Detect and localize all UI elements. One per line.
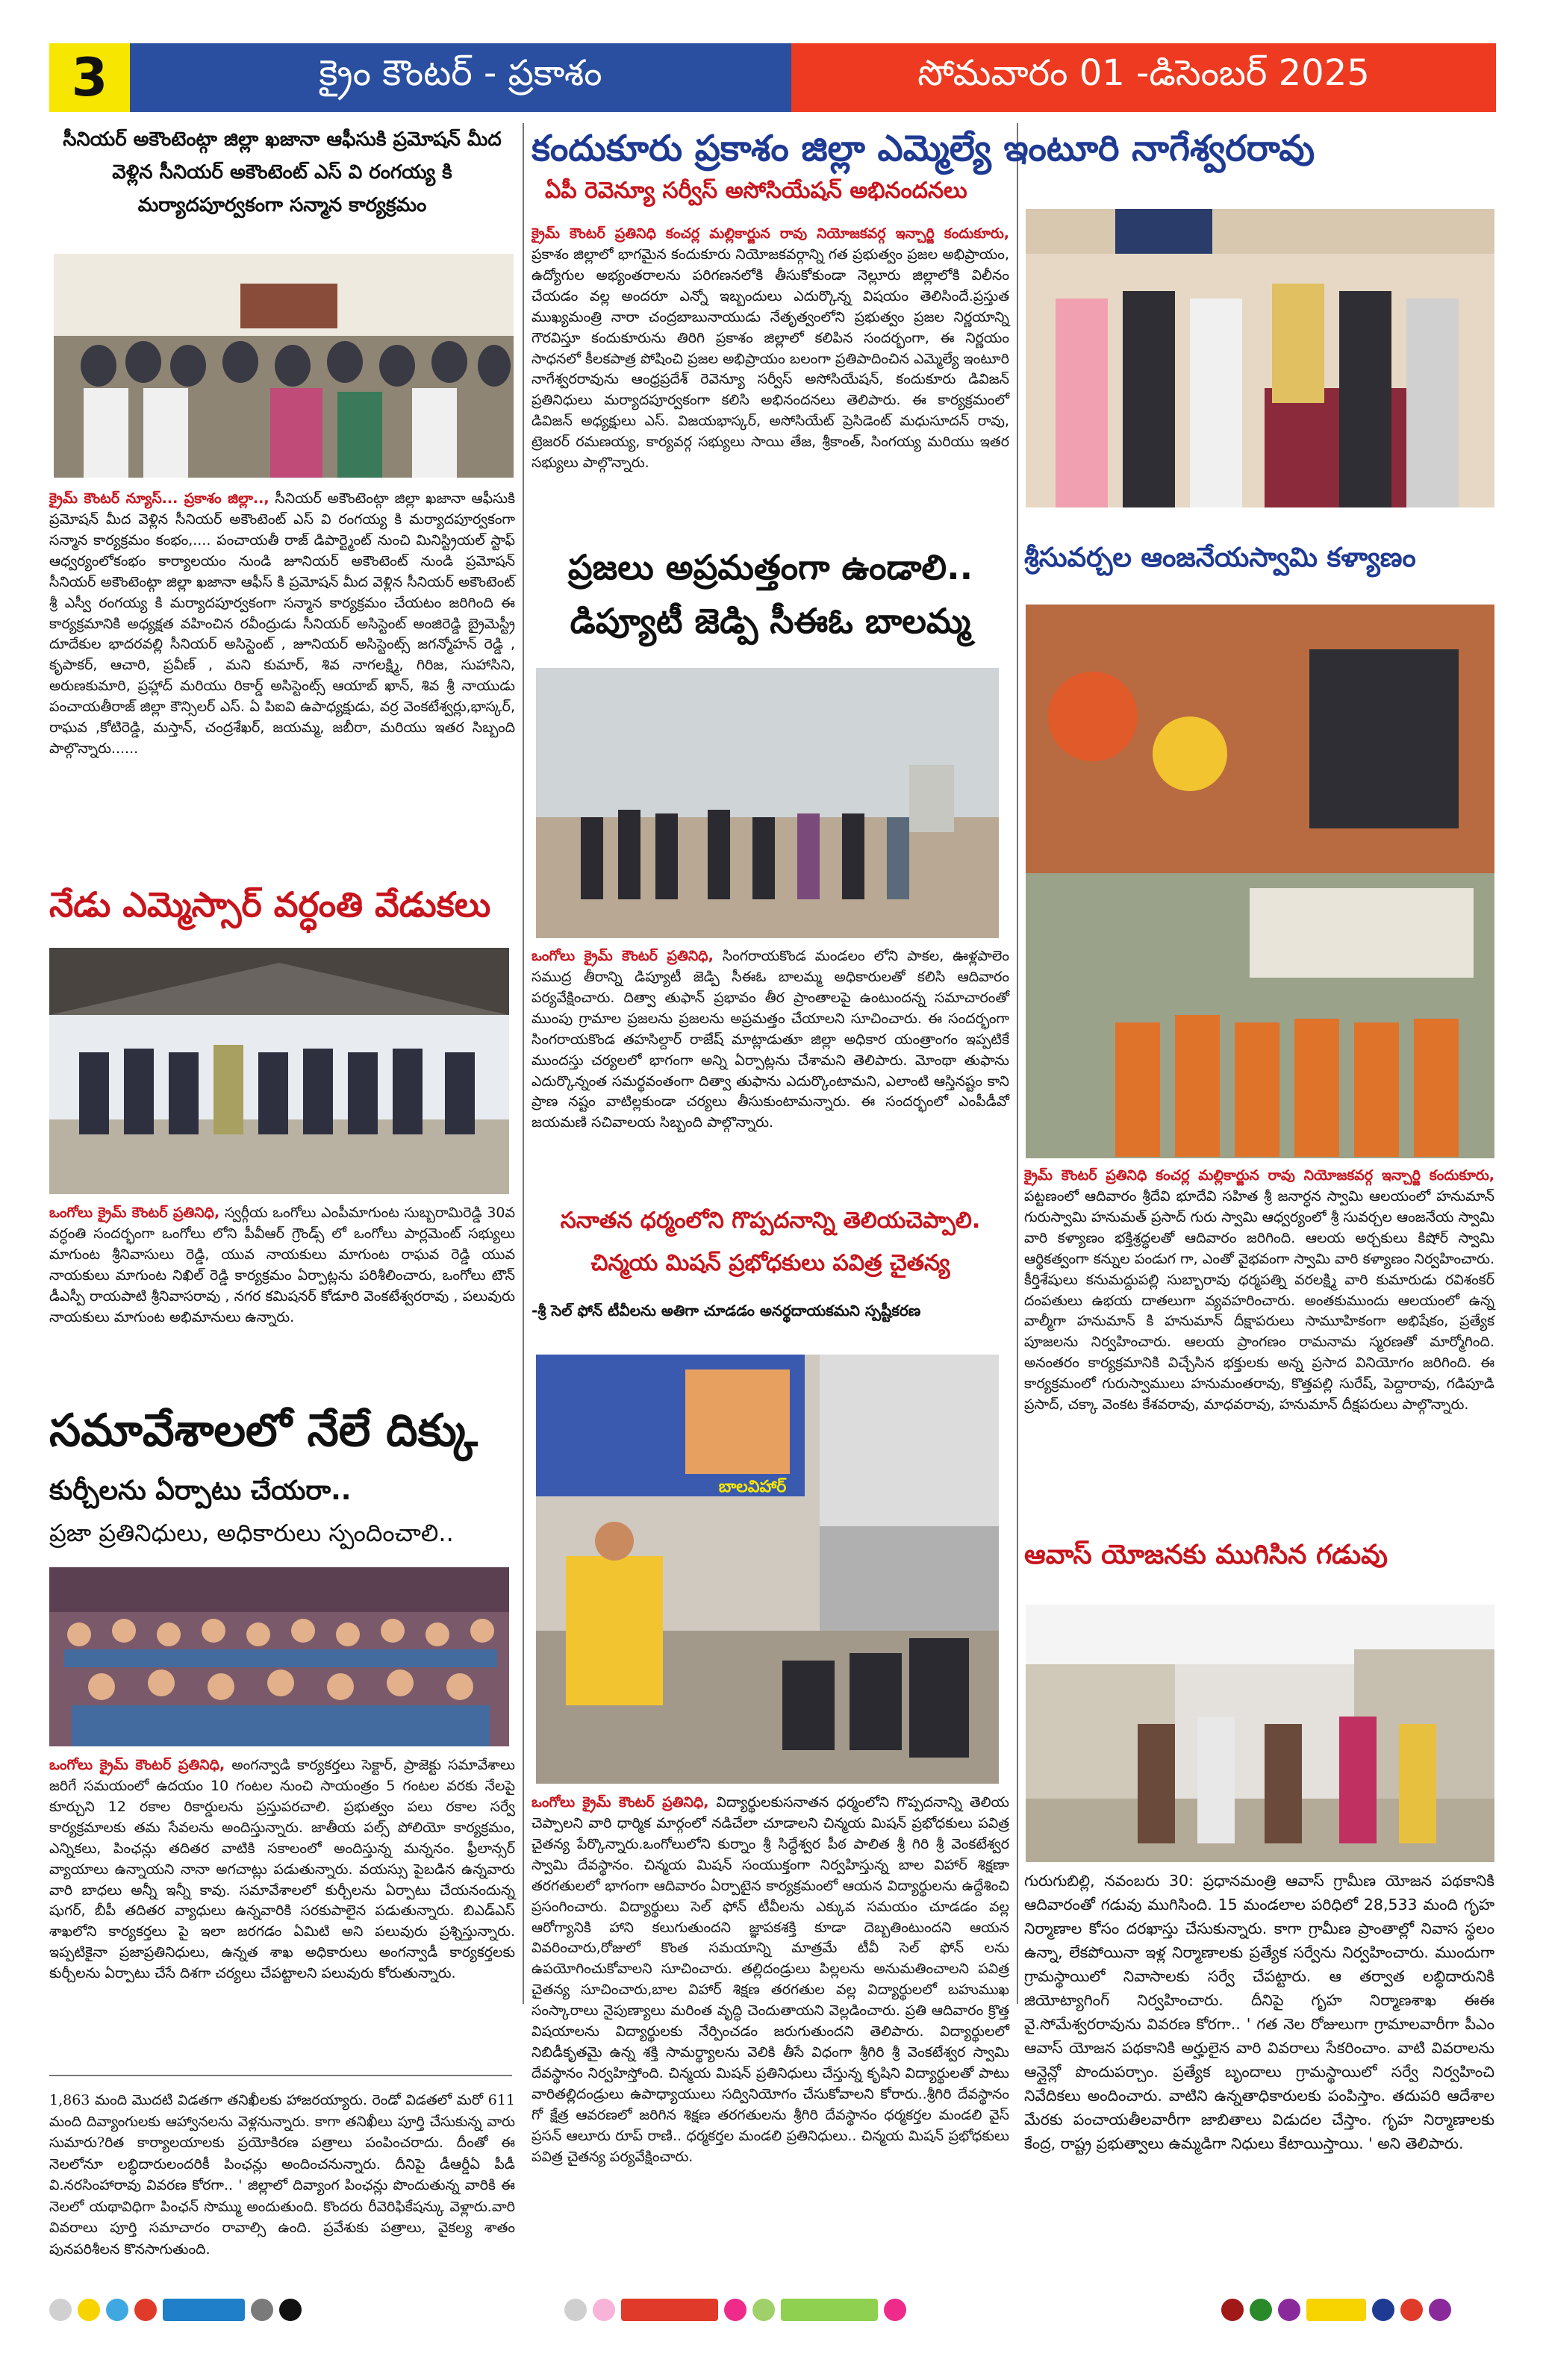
color-bar bbox=[1306, 2299, 1366, 2321]
story-meetings-headline: సమావేశాలలో నేలే దిక్కు bbox=[49, 1405, 478, 1457]
color-dot bbox=[1278, 2299, 1300, 2321]
section-divider bbox=[49, 2075, 512, 2076]
color-dot bbox=[1400, 2299, 1423, 2321]
color-dot bbox=[884, 2299, 906, 2321]
story-body: స్వర్గీయ ఒంగోలు ఎంపీమాగుంట సుబ్బరామిరెడ్డి 30వ వర్ధంతి సందర్భంగా ఒంగోలు లోని పీవీఆర్ గ్రౌండ్స్ లో ఒంగోలు పార్లమెంట్ సభ్యులు మాగుంట శ్రీనివాసులు రెడ్డి, యువ నాయకులు మాగుంట రాఘవ రెడ్డి యువ నాయకులు మాగుంట నిఖిల్ రెడ్డి కార్యక్రమం ఏర్పాట్లను పరిశీలించారు, ఒంగోలు టౌన్ డీఎస్పీ రాయపాటి శ్రీనివాసరావు , నగర కమిషనర్ కోడూరి వెంకటేశ్వరరావు , పలువురు నాయకులు మాగుంట అభిమానులు ఉన్నారు. bbox=[49, 1205, 516, 1325]
story-caption: క్రైమ్ కౌంటర్ న్యూస్... ప్రకాశం జిల్లా.., bbox=[49, 490, 269, 507]
story-caption: ఒంగోలు క్రైమ్ కౌంటర్ ప్రతినిధి, bbox=[49, 1757, 225, 1773]
color-dot bbox=[1250, 2299, 1272, 2321]
story-body: ప్రకాశం జిల్లాలో భాగమైన కందుకూరు నియోజకవర్గాన్ని గత ప్రభుత్వం ప్రజల అభిప్రాయం, ఉద్యోగుల అభ్యంతరాలను పరిగణనలోకి తీసుకోకుండా నెల్లూరు జిల్లాలోకి విలీనం చేయడం వల్ల అందరూ ఎన్నో ఇబ్బందులు ఎదుర్కొన్న విషయం తెలిసిందే.ప్రస్తుత ముఖ్యమంత్రి నారా చంద్రబాబునాయుడు నేతృత్వంలోని ప్రభుత్వం ప్రజల నిర్ణయాన్ని గౌరవిస్తూ కందుకూరును తిరిగి ప్రకాశం జిల్లాలో కలిపిన సందర్భంగా, ఈ నిర్ణయం సాధనలో కీలకపాత్ర పోషించి ప్రజల అభిప్రాయం బలంగా ప్రతిపాదించిన ఎమ్మెల్యే ఇంటూరి నాగేశ్వరరావును ఆంధ్రప్రదేశ్ రెవెన్యూ సర్వీస్ అసోసియేషన్, కందుకూరు డివిజన్ ప్రతినిధులు మర్యాదపూర్వకంగా కలిసి అభినందనలు తెలిపారు. ఈ కార్యక్రమంలో డివిజన్ అధ్యక్షులు ఎస్. విజయభాస్కర్, అసోసియేట్ ప్రెసిడెంట్ మధుసూదన్ రావు, ట్రెజరర్ రమణయ్య, కార్యవర్గ సభ్యులు సాయి తేజ, శ్రీకాంత్, సింగయ్య మరియు ఇతర సభ్యులు పాల్గొన్నారు. bbox=[532, 246, 1009, 472]
color-dot bbox=[564, 2299, 587, 2321]
masthead-date: సోమవారం 01 -డిసెంబర్ 2025 bbox=[791, 43, 1496, 112]
story-meetings-subhead: ప్రజా ప్రతినిధులు, అధికారులు స్పందించాలి.. bbox=[49, 1519, 454, 1547]
footer-color-strip-left bbox=[49, 2299, 302, 2321]
photo-anganwadi-meeting bbox=[49, 1567, 509, 1746]
color-bar bbox=[163, 2299, 245, 2321]
color-dot bbox=[752, 2299, 775, 2321]
banner-text: బాలవిహార్ bbox=[718, 1478, 787, 1496]
color-bar bbox=[781, 2299, 878, 2321]
story-meetings-text bbox=[49, 1755, 515, 1984]
story-chinmaya-subhead: -శ్రీ సెల్ ఫోన్ టీవీలను అతిగా చూడడం అనర్థదాయకమని స్పష్టీకరణ bbox=[532, 1302, 921, 1319]
story-headline: సీనియర్ అకౌంటెంట్గా జిల్లా ఖజానా ఆఫీసుకి ప్రమోషన్ మీద వెళ్లిన సీనియర్ అకౌంటెంట్ ఎస్ వి రంగయ్య కి మర్యాదపూర్వకంగా సన్మాన కార్యక్రమం bbox=[63, 128, 502, 217]
story-awas-text: గురుగుబిల్లి, నవంబరు 30: ప్రధానమంత్రి ఆవాస్ గ్రామీణ యోజన పథకానికి ఆదివారంతో గడువు ముగిసింది. 15 మండలాల పరిధిలో 28,533 మంది గృహ నిర్మాణాల కోసం దరఖాస్తు చేసుకున్నారు. కాగా గ్రామీణ ప్రాంతాల్లో నివాస స్థలం ఉన్నా, లేకపోయినా ఇళ్ల నిర్మాణాలకు ప్రత్యేక సర్వేను నిర్వహించారు. ముందుగా గ్రామస్థాయిలో నివాసాలకు సర్వే చేపట్టారు. ఆ తర్వాత లబ్ధిదారునికి జియోట్యాగింగ్ నిర్వహించారు. దీనిపై గృహ నిర్మాణశాఖ ఈఈ వై.సోమేశ్వరరావును వివరణ కోరగా.. ' గత నెల రోజులుగా గ్రామాలవారీగా పీఎం ఆవాస్ యోజన పథకానికి అర్హులైన వారి వివరాలు సేకరించాం. వాటి వివరాలను ఆన్లైన్లో పొందుపర్చాం. ప్రత్యేక బృందాలు గ్రామస్థాయిలో సర్వే నిర్వహించి నివేదికలు అందించారు. వాటిని ఉన్నతాధికారులకు పంపిస్తాం. తదుపరి ఆదేశాల మేరకు పంచాయతీలవారీగా జాబితాలు విడుదల చేస్తాం. గృహ నిర్మాణాలకు కేంద్ర, రాష్ట్ర ప్రభుత్వాలు ఉమ్మడిగా నిధులు కేటాయిస్తాయి. ' అని తెలిపారు. bbox=[1024, 1872, 1494, 2152]
column-divider bbox=[523, 123, 524, 2004]
story-cyclone-text bbox=[532, 946, 1009, 1134]
story-pension-note: 1,863 మంది మొదటి విడతగా తనిఖీలకు హాజరయ్యారు. రెండో విడతలో మరో 611 మంది దివ్యాంగులకు ఆహ్వానలను వెళ్లనున్నారు. కాగా తనిఖీలు పూర్తి చేసుకున్న వారు సుమారు?రిత కార్యాలయాలకు ప్రయోకిరణ పత్రాలు పంపించరాదు. దీంతో ఈ నెలలోనూ లబ్ధిదారులందరికీ పింఛన్లు అందించనున్నారు. దీనిపై డీఆర్డీఏ పీడీ వి.నరసింహారావు వివరణ కోరగా.. ' జిల్లాలో దివ్యాంగ పింఛన్లు పొందుతున్న వారికి ఈ నెలలో యథావిధిగా పింఛన్ సొమ్ము అందుతుంది. కొందరు రీవెరిఫికేషన్కు వెళ్లారు.వారి వివరాలు పూర్తి సమాచారం రావాల్సి ఉంది. ప్రవేశుకు పత్రాలు, వైకల్య శాతం పునపరిశీలన కొనసాగుతుంది. bbox=[49, 2092, 515, 2258]
story-mla-text bbox=[532, 224, 1009, 474]
story-cyclone-headline: ప్రజలు అప్రమత్తంగా ఉండాలి.. bbox=[567, 547, 973, 587]
footer-color-strip-middle bbox=[564, 2299, 906, 2321]
footer-color-strip-right bbox=[1221, 2299, 1451, 2321]
photo-retire-felicitation bbox=[54, 254, 514, 478]
story-ntr-text bbox=[49, 1203, 515, 1328]
story-caption: క్రైమ్ కౌంటర్ ప్రతినిధి కంచర్ల మల్లికార్జున రావు నియోజకవర్గ ఇన్చార్జి కందుకూరు, bbox=[1024, 1167, 1494, 1184]
page-number: 3 bbox=[49, 43, 130, 112]
story-kalyanam-headline: శ్రీసువర్చల ఆంజనేయస్వామి కళ్యాణం bbox=[1024, 543, 1416, 573]
color-dot bbox=[279, 2299, 302, 2321]
color-dot bbox=[1429, 2299, 1451, 2321]
color-dot bbox=[78, 2299, 100, 2321]
masthead-title: క్రైం కౌంటర్ - ప్రకాశం bbox=[130, 43, 791, 112]
story-cyclone-headline: డిప్యూటీ జెడ్పి సీఈఓ బాలమ్మ bbox=[570, 601, 971, 641]
color-dot bbox=[134, 2299, 157, 2321]
story-awas-headline: ఆవాస్ యోజనకు ముగిసిన గడువు bbox=[1024, 1540, 1388, 1570]
color-dot bbox=[106, 2299, 128, 2321]
story-mla-subhead: ఏపీ రెవెన్యూ సర్వీస్ అసోసియేషన్ అభినందనలు bbox=[545, 178, 967, 204]
story-caption: ఒంగోలు క్రైమ్ కౌంటర్ ప్రతినిధి, bbox=[532, 948, 714, 964]
story-mla-headline: కందుకూరు ప్రకాశం జిల్లా ఎమ్మెల్యే ఇంటూరి నాగేశ్వరరావు bbox=[532, 128, 1315, 169]
story-body: పట్టణంలో ఆదివారం శ్రీదేవి భూదేవి సహిత శ్రీ జనార్ధన స్వామి ఆలయంలో హనుమాన్ గురుస్వామి హనుమత్ ప్రసాద్ గురు స్వామి ఆధ్వర్యంలో శ్రీ సువర్చల ఆంజనేయ స్వామి వారి కళ్యాణం భక్తిశ్రద్ధలతో ఆదివారం జరిగింది. ఆలయ అర్చకులు కిషోర్ స్వామి ఆర్థికత్వంగా కన్నుల పండుగ గా, ఎంతో వైభవంగా స్వామి వారి కళ్యాణం నిర్వహించారు. కీర్తిశేషులు కనుమద్దుపల్లి సుబ్బారావు ధర్మపత్ని వరలక్ష్మి వారి కుమారుడు రవిశంకర్ దంపతులు ఉభయ దాతలుగా వ్యవహరించారు. అంతకుముందు ఆలయంలో ఉన్న వాల్మీగా హనుమాన్ కి హనుమాన్ దీక్షాపరులు సామూహికంగా అభిషేకం, ప్రత్యేక పూజలను నిర్వహించారు. ఆలయ ప్రాంగణం రామనామ స్మరణతో మార్మోగింది. అనంతరం కార్యక్రమానికి విచ్చేసిన భక్తులకు అన్న ప్రసాద వినియోగం జరిగింది. ఈ కార్యక్రమంలో గురుస్వాములు హనుమంతరావు, కొత్తపల్లి సురేష్, పెద్దారావు, గడిపూడి ప్రసాద్, చక్కా వెంకట కేశవరావు, మాధవరావు, హనుమాన్ దీక్షపరులు పాల్గొన్నారు. bbox=[1024, 1187, 1494, 1414]
story-kalyanam-text bbox=[1024, 1166, 1494, 1416]
photo-bala-vihar bbox=[536, 1355, 999, 1784]
color-dot bbox=[1221, 2299, 1244, 2321]
story-meetings-subhead: కుర్చీలను ఏర్పాటు చేయరా.. bbox=[49, 1475, 352, 1506]
story-body: అంగన్వాడి కార్యకర్తలు సెక్టార్, ప్రాజెక్టు సమావేశాలు జరిగే సమయంలో ఉదయం 10 గంటల నుంచి సాయంత్రం 5 గంటల వరకు నేలపై కూర్చుని 12 రకాల రికార్డులను ప్రస్తుపరచాలి. ప్రభుత్వం పలు రకాల సర్వే కార్యక్రమాలకు తమ సేవలను అందిస్తున్నారు. జాతీయ పల్స్ పోలియో కార్యక్రమం, ఎన్నికలు, పింఛన్లు తదితర వాటికి సకాలంలో అందిస్తున్న మన్ననం. ఫ్రీలాన్సర్ వ్యాయాలు ఉన్నాయని నానా అగచాట్లు పడుతున్నారు. వయస్సు పైబడిన ఉన్నవారు వారి బాధలు అన్నీ ఇన్నీ కావు. సమావేశాలలో కుర్చీలను ఏర్పాటు చేయనందున్న షుగర్, బీపీ తదితర వ్యాధులు ఉన్నవారికి సరకుపాలైన పడుతున్నారు. బిఎడ్ఎస్ శాఖలోని కార్యకర్తలు పై ఇలా జరగడం ఏమిటి అని పలువురు ప్రశ్నిస్తున్నారు. ఇప్పటికైనా ప్రజాప్రతినిధులు, ఉన్నత శాఖ అధికారులు అంగన్వాడీ కార్యకర్తలకు కుర్చీలను ఏర్పాటు చేసే దిశగా చర్యలు చేపట్టాలని పలువురు కోరుతున్నారు. bbox=[49, 1757, 516, 1982]
photo-mla-greeting bbox=[1026, 209, 1494, 507]
photo-awas-survey bbox=[1026, 1605, 1494, 1862]
story-caption: ఒంగోలు క్రైమ్ కౌంటర్ ప్రతినిధి, bbox=[49, 1205, 220, 1221]
story-caption: క్రైమ్ కౌంటర్ ప్రతినిధి కంచర్ల మల్లికార్జున రావు నియోజకవర్గ ఇన్చార్జి కందుకూరు, bbox=[532, 225, 1009, 242]
story-chinmaya-headline: చిన్మయ మిషన్ ప్రభోధకులు పవిత్ర చైతన్య bbox=[590, 1250, 950, 1276]
story-retire-text bbox=[49, 489, 515, 760]
color-dot bbox=[49, 2299, 72, 2321]
story-body: సింగరాయకొండ మండలం లోని పాకల, ఊళ్లపాలెం సముద్ర తీరాన్ని డిప్యూటీ జెడ్పి సీఈఓ బాలమ్మ అధికారులతో కలిసి ఆదివారం పర్యవేక్షించారు. దిత్వా తుఫాన్ ప్రభావం తీర ప్రాంతాలపై ఉంటుందన్న సమాచారంతో ముంపు గ్రామాల ప్రజలను ప్రజలను అప్రమత్తం చేయాలని సూచించారు. ఈ సందర్భంగా సింగరాయకొండ తహసిల్దార్ రాజేష్ మాట్లాడుతూ జిల్లా అధికార యంత్రాంగం ఇప్పటికే ముందస్తు చర్యలలో భాగంగా అన్ని ఏర్పాట్లను చేశామని తెలిపారు. మోంథా తుఫాను ఎదుర్కొన్నంత సమర్థవంతంగా దిత్వా తుఫాను ఎదుర్కొంటామని, ఎలాంటి ఆస్తినష్టం కాని ప్రాణ నష్టం వాటిల్లకుండా చర్యలు తీసుకుంటామన్నారు. ఈ సందర్భంలో ఎంపీడీవో జయమణి సచివాలయ సిబ్బంది పాల్గొన్నారు. bbox=[532, 948, 1010, 1131]
story-body: సీనియర్ అకౌంటెంట్గా జిల్లా ఖజానా ఆఫీసుకి ప్రమోషన్ మీద వెళ్లిన సీనియర్ అకౌంటెంట్ ఎస్ వి రంగయ్య కి మర్యాదపూర్వకంగా సన్మాన కార్యక్రమం కంభం,.... పంచాయతీ రాజ్ డిపార్ట్మెంట్ నుంచి మినిస్ట్రియల్ స్టాఫ్ ఆధ్వర్యంలోకంభం కార్యాలయం నుండి జూనియర్ అకౌంటెంట్ నుండి ప్రమోషన్ సీనియర్ అకౌంటెంట్గా జిల్లా ఖజానా ఆఫీస్ కి ప్రమోషన్ మీద వెళ్లిన సీనియర్ అకౌంటెంట్ శ్రీ ఎస్వీ రంగయ్య కి మర్యాదపూర్వకంగా సన్మాన కార్యక్రమం చేయటం జరిగింది ఈ కార్యక్రమానికి అధ్యక్షత వహించిన రవీంద్రుడు సీనియర్ అసిస్టెంట్ అంజిరెడ్డి బ్రైమెస్ట్రీ దూదేకుల భాదరవల్లి సీనియర్ అసిస్టెంట్ , జూనియర్ అసిస్టెంట్స్ జగన్మోహన్ రెడ్డి , కృపాకర్, ఆచారి, ప్రవీణ్ , మని కుమార్, శివ నాగలక్ష్మి, గిరిజ, సుహాసిని, అరుణకుమారి, ప్రహ్లాద్ మరియు రికార్డ్ అసిస్టెంట్స్ ఆయాబ్ ఖాన్, శివ శ్రీ నాయుడు పంచాయతీరాజ్ జిల్లా కౌన్సిలర్ ఎస్. ఏ పిఐవి ఉపాధ్యక్షుడు, వర్ర వెంకటేశ్వర్లు,భాస్కర్, రాఘవ ,కోటిరెడ్డి, మస్తాన్, చంద్రశేఖర్, జయమ్మ, జబీరా, మరియు ఇతర సిబ్బంది పాల్గొన్నారు...... bbox=[49, 490, 515, 758]
color-dot bbox=[724, 2299, 746, 2321]
column-divider bbox=[1017, 123, 1018, 2004]
story-body: విద్యార్థులకుసనాతన ధర్మంలోని గొప్పదనాన్ని తెలియ చెప్పాలని వారి ధార్మిక మార్గంలో నడిచేలా చూడాలని చిన్మయ మిషన్ ప్రభోధకులు పవిత్ర చైతన్య పేర్కొన్నారు.ఒంగోలులోని కుర్నాం శ్రీ సిద్ధేశ్వర పీఠ పాలిత శ్రీ గిరి శ్రీ వెంకటేశ్వర స్వామి దేవస్థానం. చిన్మయ మిషన్ సంయుక్తంగా నిర్వహిస్తున్న బాల విహార్ శిక్షణా తరగతులలో భాగంగా ఆదివారం ఏర్పాటైన కార్యక్రమంలో ఆయన విద్యార్థులను ఉద్దేశించి ప్రసంగించారు. విద్యార్థులు సెల్ ఫోన్ టీవీలను ఎక్కువ సమయం చూడడం వల్ల ఆరోగ్యానికి హాని కలుగుతుందని జ్ఞాపకశక్తి కూడా దెబ్బతింటుందని ఆయన వివరించారు,రోజులో కొంత సమయాన్ని మాత్రమే టీవీ సెల్ ఫోన్ లను ఉపయోగించుకోవాలని సూచించారు. తల్లిదండ్రులు పిల్లలను అనుమతించాలని పవిత్ర చైతన్య సూచించారు,బాల విహార్ శిక్షణ తరగతుల వల్ల విద్యార్థులలో బహుముఖ సంస్కారాలు నైపుణ్యాలు మరింత వృద్ధి చెందుతాయని వెల్లడించారు. ప్రతి ఆదివారం క్రొత్త విషయాలను విద్యార్థులకు నేర్పించడం జరుగుతుందని తెలిపారు. విద్యార్థులలో నిబిడీకృతమై ఉన్న శక్తి సామర్థ్యాలను వెలికి తీసే విధంగా శ్రీగిరి శ్రీ వెంకటేశ్వర స్వామి దేవస్థానం నిర్వహిస్తోంది. చిన్మయ మిషన్ ప్రతినిధులు చేస్తున్న కృషిని విద్యార్థులతో పాటు వారితల్లిదండ్రులు ఉపాధ్యాయులు సద్వినియోగం చేసుకోవాలని కోరారు..శ్రీగిరి దేవస్థానం గో క్షేత్ర ఆవరణలో జరిగిన శిక్షణ తరగతులను శ్రీగిరి దేవస్థానం ధర్మకర్తల మండలి వైస్ ప్రసన్ ఆలూరు రూప్ రాణి.. ధర్మకర్తల మండలి ప్రతినిధులు.. చిన్మయ మిషన్ ప్రభోధకులు పవిత్ర చైతన్య పర్యవేక్షించారు. bbox=[532, 1794, 1009, 2165]
story-chinmaya-text bbox=[532, 1793, 1009, 2168]
story-retire bbox=[49, 123, 515, 222]
photo-ntr-event bbox=[49, 948, 509, 1194]
photo-kalyanam bbox=[1026, 605, 1494, 1158]
story-chinmaya-headline: సనాతన ధర్మంలోని గొప్పదనాన్ని తెలియచెప్పాలి. bbox=[560, 1208, 981, 1234]
story-ntr-headline: నేడు ఎమ్మెస్సార్ వర్ధంతి వేడుకలు bbox=[49, 884, 491, 925]
color-dot bbox=[1372, 2299, 1394, 2321]
color-dot bbox=[251, 2299, 273, 2321]
story-caption: ఒంగోలు క్రైమ్ కౌంటర్ ప్రతినిధి, bbox=[532, 1794, 709, 1811]
color-bar bbox=[621, 2299, 718, 2321]
photo-coast-inspection bbox=[536, 668, 999, 938]
color-dot bbox=[593, 2299, 615, 2321]
